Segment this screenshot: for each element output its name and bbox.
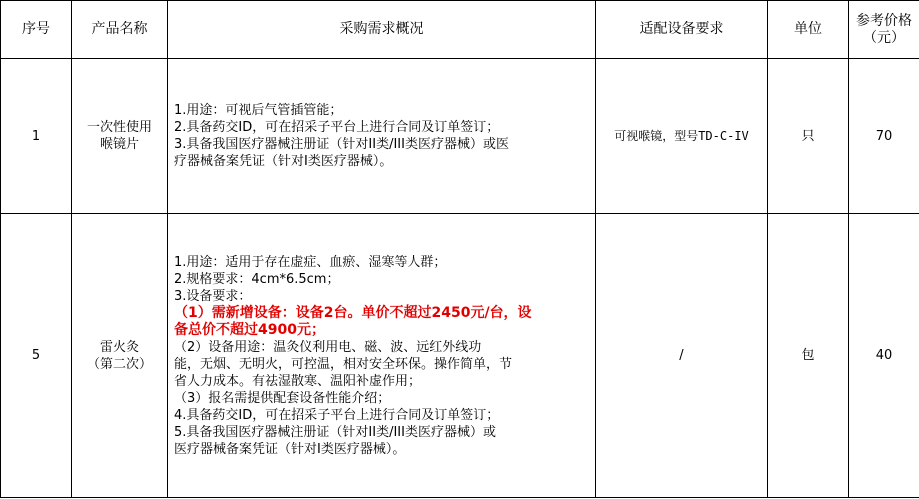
header-unit: 单位 [768,1,849,59]
cell-price: 70 [849,59,919,214]
cell-requirements [168,214,596,498]
header-product-name: 产品名称 [72,1,168,59]
header-requirements: 采购需求概况 [168,1,596,59]
requirement-line: 4.具备药交ID，可在招采子平台上进行合同及订单签订； [174,407,500,423]
requirement-line: 2.规格要求：4cm*6.5cm； [174,271,340,287]
header-row [1,1,919,59]
table-row [1,214,919,498]
header-seq: 序号 [1,1,72,59]
requirement-line: 1.用途：适用于存在虚症、血瘀、湿寒等人群； [174,254,447,270]
cell-unit: 只 [768,59,849,214]
header-price-line1: 参考价格 [856,12,912,29]
cell-product-name [72,59,168,214]
highlight-requirement-line: 备总价不超过4900元； [174,321,325,338]
requirement-line: 5.具备我国医疗器械注册证（针对II类/III类医疗器械）或 [174,424,496,440]
cell-product-name [72,214,168,498]
cell-requirements [168,59,596,214]
cell-unit: 包 [768,214,849,498]
requirement-line: 1.用途：可视后气管插管能； [174,103,343,118]
cell-seq: 1 [1,59,72,214]
header-price [849,1,919,59]
header-device: 适配设备要求 [596,1,768,59]
cell-device: 可视喉镜，型号TD-C-IV [596,59,768,214]
table-row [1,59,919,214]
product-name-line: （第二次） [86,356,152,372]
requirement-line: 医疗器械备案凭证（针对I类医疗器械）。 [174,441,406,457]
cell-price: 40 [849,214,919,498]
requirement-line: 省人力成本。有祛湿散寒、温阳补虚作用； [174,373,422,389]
requirement-line: 2.具备药交ID，可在招采子平台上进行合同及订单签订； [174,120,500,135]
cell-device: / [596,214,768,498]
product-name-line: 雷火灸 [99,339,139,355]
requirement-line: 3.设备要求： [174,288,252,304]
product-name-line: 一次性使用 [86,120,152,135]
requirement-line: 疗器械备案凭证（针对I类医疗器械）。 [174,154,393,169]
requirement-line: （2）设备用途：温灸仪利用电、磁、波、远红外线功 [174,339,482,355]
requirement-line: （3）报名需提供配套设备性能介绍； [174,390,391,406]
header-price-line2: （元） [863,29,905,46]
requirement-line: 能，无烟、无明火，可控温，相对安全环保。操作简单，节 [174,356,513,372]
requirement-line: 3.具备我国医疗器械注册证（针对II类/III类医疗器械）或医 [174,137,509,152]
cell-seq: 5 [1,214,72,498]
product-name-line: 喉镜片 [99,137,139,152]
highlight-requirement-line: （1）需新增设备：设备2台。单价不超过2450元/台，设 [174,304,532,321]
